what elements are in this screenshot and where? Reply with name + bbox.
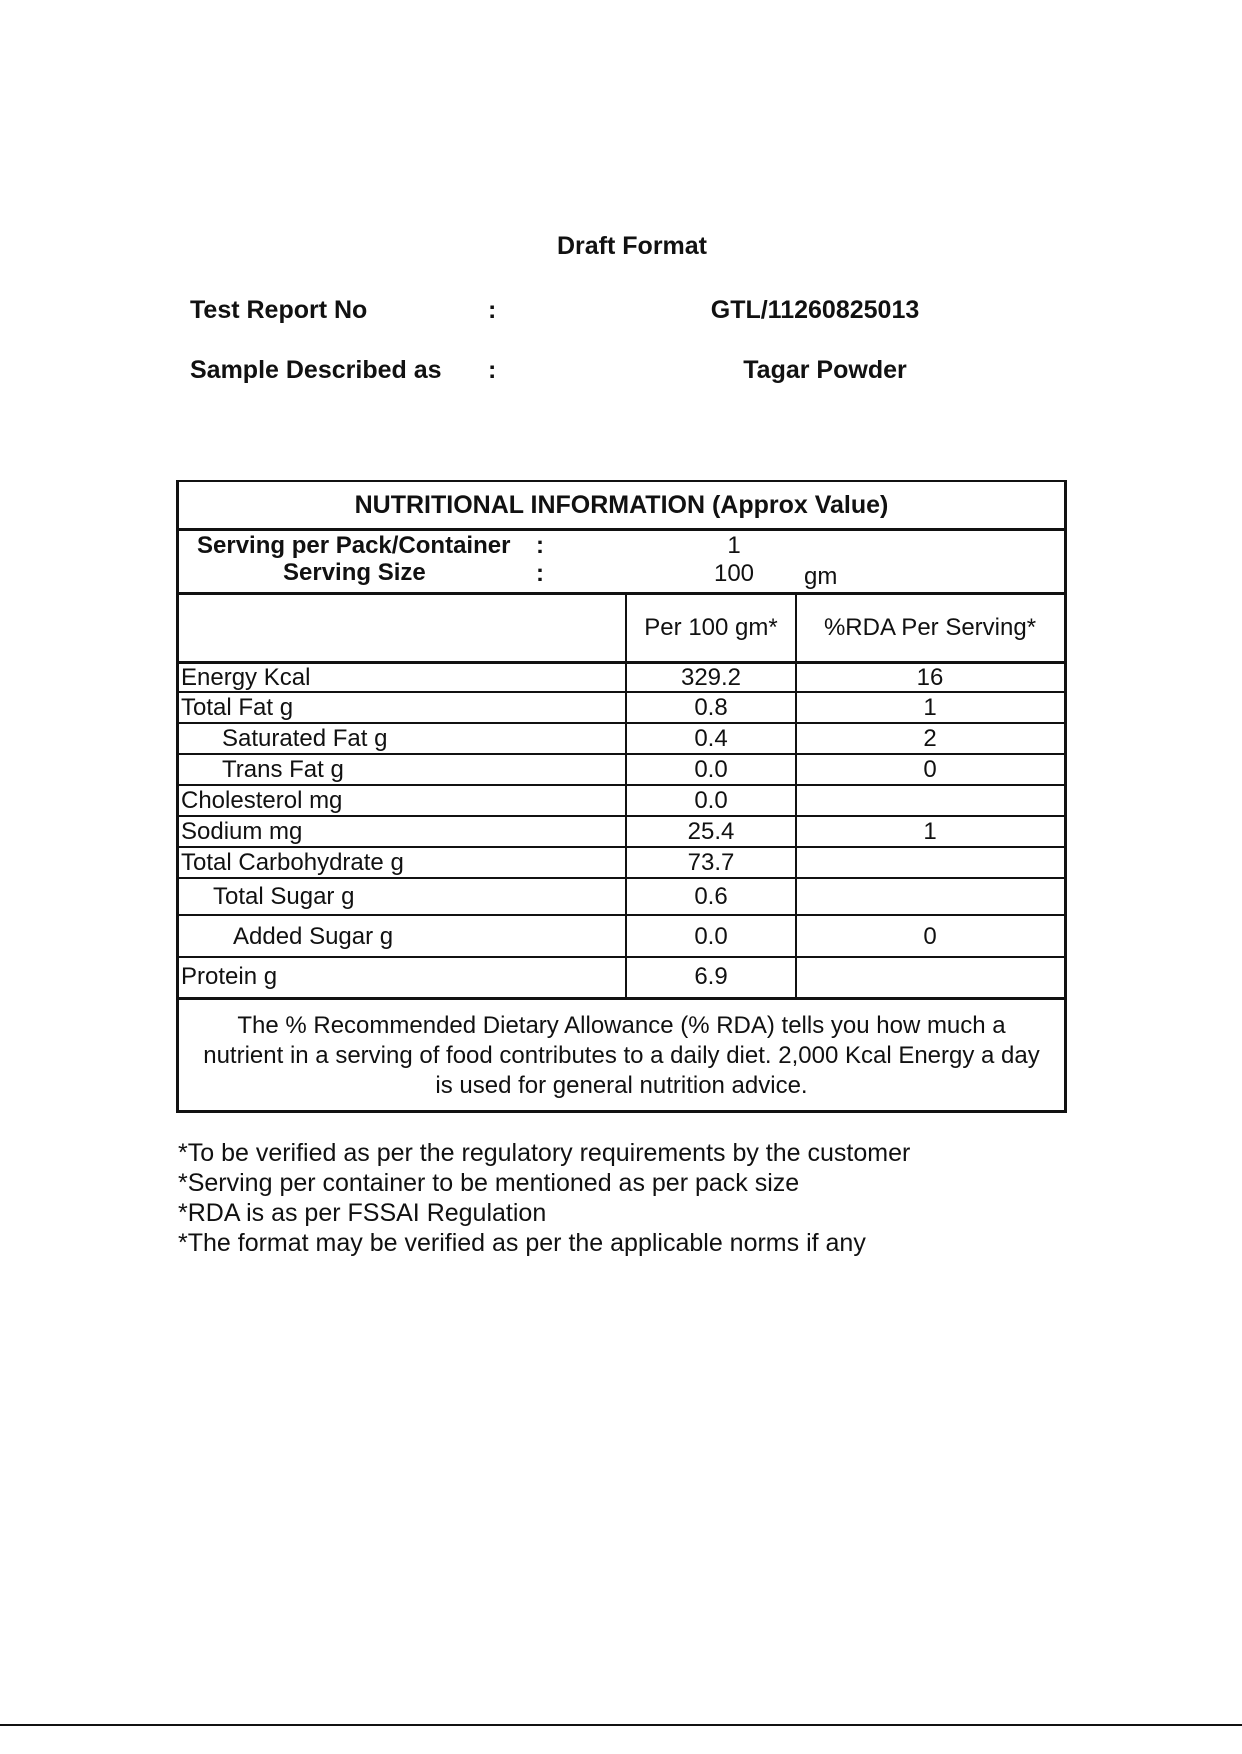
nutrient-rda: 16	[916, 664, 944, 691]
nutrient-name: Total Carbohydrate g	[181, 849, 404, 876]
rda-explanation-line: The % Recommended Dietary Allowance (% RDA) tells you how much a	[237, 1012, 1006, 1039]
nutrient-rda: 0	[923, 923, 937, 950]
nutrient-row-saturated-fat	[179, 724, 1064, 755]
nutrient-value: 6.9	[694, 963, 728, 990]
footer-note-regulatory: *To be verified as per the regulatory requirements by the customer	[178, 1139, 911, 1167]
test-report-number: GTL/11260825013	[710, 296, 920, 324]
rda-column-heading: %RDA Per Serving*	[823, 614, 1037, 641]
nutrient-row-total-sugar	[179, 879, 1064, 916]
serving-size-label: Serving Size	[283, 559, 426, 586]
sample-description-row	[190, 356, 950, 396]
serving-size-value: 100	[713, 560, 755, 587]
nutrient-name: Sodium mg	[181, 818, 303, 845]
rda-explanation-line: nutrient in a serving of food contributes to a daily diet. 2,000 Kcal Energy a day	[203, 1042, 1040, 1069]
nutrient-name: Energy Kcal	[181, 664, 311, 691]
nutrient-rda: 1	[923, 818, 937, 845]
serving-per-pack-label: Serving per Pack/Container	[197, 532, 511, 559]
nutrient-name: Total Sugar g	[213, 883, 355, 910]
nutrient-row-energy	[179, 663, 1064, 693]
test-report-label: Test Report No	[190, 296, 368, 324]
nutrient-name: Total Fat g	[181, 694, 294, 721]
column-divider	[795, 786, 797, 815]
nutrient-row-total-fat	[179, 693, 1064, 724]
nutrient-value: 0.0	[694, 787, 728, 814]
nutrient-rda: 0	[923, 756, 937, 783]
nutrient-rda: 2	[923, 725, 937, 752]
nutrient-row-sodium	[179, 817, 1064, 848]
nutrient-value: 0.0	[694, 923, 728, 950]
document-title: Draft Format	[557, 232, 708, 260]
nutrition-table-title: NUTRITIONAL INFORMATION (Approx Value)	[179, 482, 1064, 531]
sample-description-value: Tagar Powder	[743, 356, 907, 384]
sample-description-separator: :	[488, 356, 497, 384]
nutrient-value: 0.4	[694, 725, 728, 752]
per-100-column-heading: Per 100 gm*	[644, 614, 778, 641]
nutrient-row-added-sugar	[179, 916, 1064, 958]
column-divider	[795, 958, 797, 997]
footer-note-rda: *RDA is as per FSSAI Regulation	[178, 1199, 547, 1227]
nutrient-name: Trans Fat g	[222, 756, 344, 783]
nutrient-value: 0.6	[694, 883, 728, 910]
nutrient-name: Saturated Fat g	[222, 725, 388, 752]
serving-per-pack-separator: :	[536, 532, 544, 559]
nutrient-row-cholesterol	[179, 786, 1064, 817]
serving-size-separator: :	[536, 560, 544, 587]
nutrient-row-total-carbohydrate	[179, 848, 1064, 879]
footer-note-format: *The format may be verified as per the applicable norms if any	[178, 1229, 866, 1257]
bottom-page-rule	[0, 1724, 1242, 1726]
rda-explanation	[179, 1002, 1064, 1106]
sample-description-label: Sample Described as	[190, 356, 442, 384]
rda-explanation-line: is used for general nutrition advice.	[435, 1072, 808, 1099]
nutrient-row-trans-fat	[179, 755, 1064, 786]
nutrient-value: 0.8	[694, 694, 728, 721]
serving-size-unit: gm	[804, 563, 838, 590]
nutrient-value: 25.4	[687, 818, 735, 845]
column-divider	[795, 848, 797, 877]
test-report-separator: :	[488, 296, 497, 324]
nutrient-name: Protein g	[181, 963, 278, 990]
nutrition-column-header	[179, 595, 1064, 664]
nutrient-name: Cholesterol mg	[181, 787, 343, 814]
nutrient-name: Added Sugar g	[233, 923, 394, 950]
test-report-row	[190, 296, 950, 336]
nutrient-rda: 1	[923, 694, 937, 721]
nutrient-value: 0.0	[694, 756, 728, 783]
footer-note-serving: *Serving per container to be mentioned as per pack size	[178, 1169, 800, 1197]
nutrient-value: 73.7	[687, 849, 735, 876]
footer-notes	[178, 1138, 998, 1258]
column-divider	[795, 879, 797, 914]
serving-information	[179, 529, 1064, 595]
serving-per-pack-value: 1	[727, 532, 741, 559]
nutrient-row-protein	[179, 958, 1064, 1000]
nutrition-information-table	[176, 480, 1067, 1113]
nutrient-value: 329.2	[680, 664, 742, 691]
